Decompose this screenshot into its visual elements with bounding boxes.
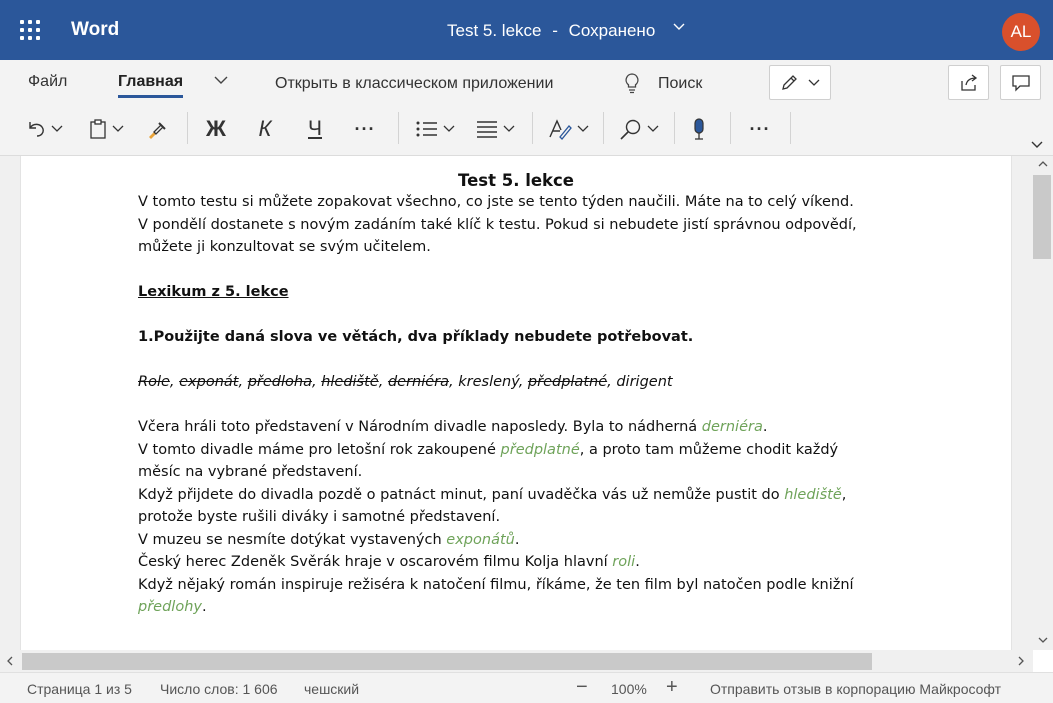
document-heading: Test 5. lekce: [458, 171, 574, 190]
active-tab-indicator: [118, 95, 183, 98]
task-instruction: 1.Použijte daná slova ve větách, dva příklady nebudete potřebovat.: [138, 329, 694, 345]
toolbar-divider: [730, 112, 731, 144]
chevron-down-icon: [577, 124, 589, 134]
chevron-down-icon: [503, 124, 515, 134]
sentence-text: , a proto tam můžeme chodit každý: [579, 442, 839, 458]
comma: ,: [607, 374, 617, 390]
more-font-options-button[interactable]: ···: [354, 118, 376, 139]
open-in-desktop-app[interactable]: Открыть в классическом приложении: [275, 75, 554, 92]
bold-button[interactable]: Ж: [206, 116, 226, 141]
ribbon-options-chevron-icon[interactable]: [213, 73, 229, 87]
feedback-link[interactable]: Отправить отзыв в корпорацию Майкрософт: [710, 681, 1002, 697]
app-name[interactable]: Word: [71, 19, 120, 40]
chevron-down-icon[interactable]: [672, 21, 686, 33]
comma: ,: [449, 374, 459, 390]
exercise-sentence: [138, 487, 846, 503]
chevron-down-icon: [443, 124, 455, 134]
answer-word: hlediště: [784, 487, 842, 503]
sentence-text: ,: [841, 487, 847, 503]
word-bank-item: dirigent: [616, 374, 673, 390]
sentence-text: V tomto divadle máme pro letošní rok zakoupené: [138, 442, 501, 458]
format-painter-icon: [146, 119, 168, 139]
app-launcher-icon[interactable]: [20, 20, 40, 40]
exercise-sentence: měsíc na vybrané představení.: [138, 464, 363, 480]
title-separator: -: [552, 21, 558, 40]
exercise-sentence: [138, 599, 207, 615]
paste-button[interactable]: [80, 110, 132, 148]
find-button[interactable]: [614, 110, 664, 148]
exercise-sentence: [138, 442, 838, 458]
undo-button[interactable]: [18, 110, 70, 148]
sentence-text: .: [635, 554, 640, 570]
answer-word: předplatné: [500, 442, 580, 458]
document-title[interactable]: [447, 21, 655, 41]
undo-icon: [25, 119, 47, 139]
intro-line: můžete ji konzultovat se svým učitelem.: [138, 239, 431, 255]
page-indicator: Страница 1 из 5: [27, 681, 132, 697]
sentence-text: .: [762, 419, 768, 435]
zoom-level[interactable]: 100%: [611, 681, 647, 697]
sentence-text: Včera hráli toto představení v Národním divadle naposledy. Byla to nádherná: [138, 419, 702, 435]
answer-word: derniéra: [701, 419, 763, 435]
word-bank-item: předloha: [247, 374, 312, 390]
avatar[interactable]: AL: [1002, 13, 1040, 51]
answer-word: předlohy: [138, 599, 202, 615]
horizontal-scroll-thumb[interactable]: [22, 653, 872, 670]
ribbon: [0, 60, 1053, 156]
intro-line: V pondělí dostanete s novým zadáním také klíč k testu. Pokud si nebudete jistí správnou odpovědí,: [138, 217, 857, 233]
sentence-text: V muzeu se nesmíte dotýkat vystavených: [138, 532, 447, 548]
toolbar-divider: [187, 112, 188, 144]
exercise-sentence: [138, 532, 519, 548]
exercise-sentence: [138, 419, 767, 435]
document-canvas: [0, 156, 1033, 650]
chevron-down-icon: [808, 78, 820, 88]
word-bank-item: exponát: [179, 374, 239, 390]
document-page[interactable]: [20, 156, 1012, 650]
share-button[interactable]: [948, 65, 989, 100]
lightbulb-icon: [624, 72, 640, 94]
format-painter-button[interactable]: [140, 110, 174, 148]
comma: ,: [518, 374, 528, 390]
toolbar-divider: [674, 112, 675, 144]
comma: ,: [238, 374, 248, 390]
comments-button[interactable]: [1000, 65, 1041, 100]
align-icon: [475, 119, 499, 139]
word-bank-item: kreslený: [458, 374, 519, 390]
word-bank: [138, 374, 673, 390]
chevron-down-icon: [51, 124, 63, 134]
italic-button[interactable]: К: [258, 116, 272, 141]
tab-file[interactable]: Файл: [28, 73, 68, 90]
language-indicator[interactable]: чешский: [304, 681, 360, 697]
scroll-up-icon[interactable]: [1038, 160, 1048, 168]
word-bank-item: Role: [138, 374, 170, 390]
status-bar: [0, 672, 1053, 703]
zoom-in-button[interactable]: +: [666, 676, 678, 698]
save-status: Сохранено: [568, 21, 656, 40]
comment-icon: [1011, 74, 1031, 92]
tab-home[interactable]: Главная: [118, 73, 184, 90]
title-bar: [0, 0, 1053, 60]
answer-word: roli: [612, 554, 636, 570]
section-title: Lexikum z 5. lekce: [138, 284, 289, 300]
chevron-down-icon: [647, 124, 659, 134]
styles-button[interactable]: [543, 110, 593, 148]
bullets-button[interactable]: [410, 110, 460, 148]
zoom-out-button[interactable]: −: [576, 676, 588, 698]
comma: ,: [378, 374, 388, 390]
sentence-text: .: [514, 532, 520, 548]
toolbar-divider: [603, 112, 604, 144]
chevron-down-icon: [112, 124, 124, 134]
toolbar-divider: [790, 112, 791, 144]
editing-mode-button[interactable]: [769, 65, 831, 100]
sentence-text: .: [201, 599, 207, 615]
comma: ,: [169, 374, 180, 390]
answer-word: exponátů: [446, 532, 515, 548]
more-commands-button[interactable]: ···: [749, 118, 771, 139]
underline-button[interactable]: Ч: [308, 117, 322, 140]
dictate-button[interactable]: [684, 110, 714, 148]
exercise-sentence: [138, 554, 640, 570]
scroll-right-icon[interactable]: [1017, 656, 1025, 666]
document-name: Test 5. lekce: [447, 21, 542, 40]
search-tell-me[interactable]: Поиск: [658, 75, 703, 92]
exercise-sentence: protože byste rušili diváky i samotné představení.: [138, 509, 501, 525]
toolbar-divider: [398, 112, 399, 144]
pen-icon: [780, 74, 800, 92]
bullets-icon: [415, 119, 439, 139]
word-count[interactable]: Число слов: 1 606: [160, 681, 278, 697]
toolbar-divider: [532, 112, 533, 144]
find-icon: [619, 118, 643, 140]
ribbon-collapse-chevron-icon[interactable]: [1030, 139, 1044, 151]
share-icon: [959, 73, 979, 93]
styles-icon: [547, 118, 573, 140]
exercise-sentence: Když nějaký román inspiruje režiséra k natočení filmu, říkáme, že ten film byl natočen podle knižní: [138, 577, 854, 593]
comma: ,: [311, 374, 322, 390]
word-bank-item: derniéra: [387, 374, 450, 390]
scroll-left-icon[interactable]: [6, 656, 14, 666]
intro-line: V tomto testu si můžete zopakovat všechno, co jste se tento týden naučili. Máte na to celý víkend.: [138, 194, 854, 210]
vertical-scroll-thumb[interactable]: [1033, 175, 1051, 259]
word-bank-item: hlediště: [321, 374, 379, 390]
align-button[interactable]: [470, 110, 520, 148]
scroll-down-icon[interactable]: [1038, 636, 1048, 644]
word-bank-item: předplatné: [527, 374, 608, 390]
paste-icon: [88, 118, 108, 140]
dictate-icon: [691, 117, 707, 141]
sentence-text: Když přijdete do divadla pozdě o patnáct minut, paní uvaděčka vás už nemůže pustit do: [138, 487, 785, 503]
sentence-text: Český herec Zdeněk Svěrák hraje v oscarovém filmu Kolja hlavní: [138, 554, 613, 570]
